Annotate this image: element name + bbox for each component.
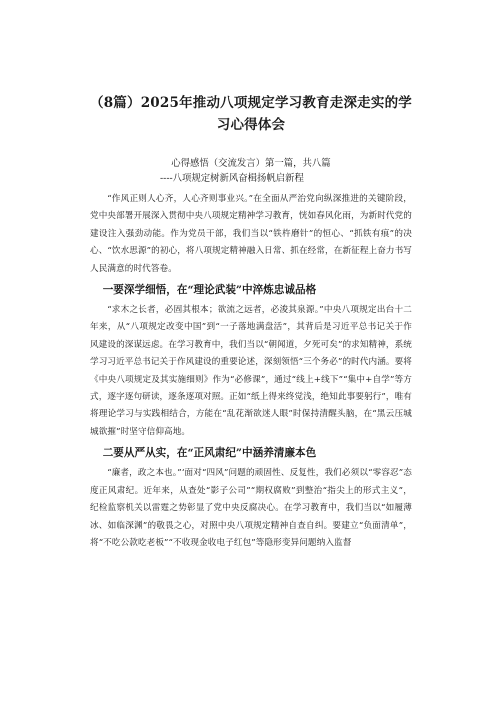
document-subtitle: 心得感悟（交流发言）第一篇，共八篇 bbox=[171, 158, 331, 169]
section-paragraph-1: “求木之长者，必固其根本；欲流之远者，必浚其泉源。”中央八项规定出台十二年来，从“八项规定改变中国”到“一子落地满盘活”，其背后是习近平总书记关于作风建设的深谋远虑。在学习教育中，我们当以“朝闻道，夕死可矣”的求知精神，系统学习习近平总书记关于作风建设的重要论述，深刻领悟“三个务必”的时代内涵。要将《中央八项规定及其实施细则》作为“必修课”，通过“线上+线下”“集中+自学”等方式，逐字逐句研读，逐条逐项对照。正如“纸上得来终觉浅，绝知此事要躬行”，唯有将理论学习与实践相结合，方能在“乱花渐欲迷人眼”时保持清醒头脑，在“黑云压城城欲摧”时坚守信仰高地。 bbox=[90, 305, 412, 437]
document-body bbox=[90, 191, 412, 552]
section-heading-2: 二要从严从实，在“正风肃纪”中涵养清廉本色 bbox=[102, 447, 317, 460]
document-subsubtitle: ----八项规定树新风奋楫扬帆启新程 bbox=[160, 173, 304, 184]
intro-paragraph: “作风正则人心齐，人心齐则事业兴。”在全面从严治党向纵深推进的关键阶段，党中央部署开展深入贯彻中央八项规定精神学习教育，恍如春风化雨，为新时代党的建设注入强劲动能。作为党员干部，我们当以“铁杵磨针”的恒心、“抓铁有痕”的决心、“饮水思源”的初心，将八项规定精神融入日常、抓在经常，在新征程上奋力书写人民满意的时代答卷。 bbox=[90, 194, 412, 274]
section-paragraph-2: “廉者，政之本也。”‘面对“四风”问题的顽固性、反复性，我们必须以“零容忍”态度正风肃纪。近年来，从查处“影子公司”“期权腐败”到整治“指尖上的形式主义”，纪检监察机关以雷霆之势彰显了党中央反腐决心。在学习教育中，我们当以“如履薄冰、如临深渊”的敬畏之心，对照中央八项规定精神自查自纠。要建立“负面清单”，将“不吃公款吃老板”“不收现金收电子红包”等隐形变异问题纳入监督 bbox=[90, 468, 412, 548]
section-heading-1: 一要深学细悟，在“理论武装”中淬炼忠诚品格 bbox=[102, 284, 317, 297]
document-title: （8篇）2025年推动八项规定学习教育走深走实的学习心得体会 bbox=[90, 95, 412, 133]
